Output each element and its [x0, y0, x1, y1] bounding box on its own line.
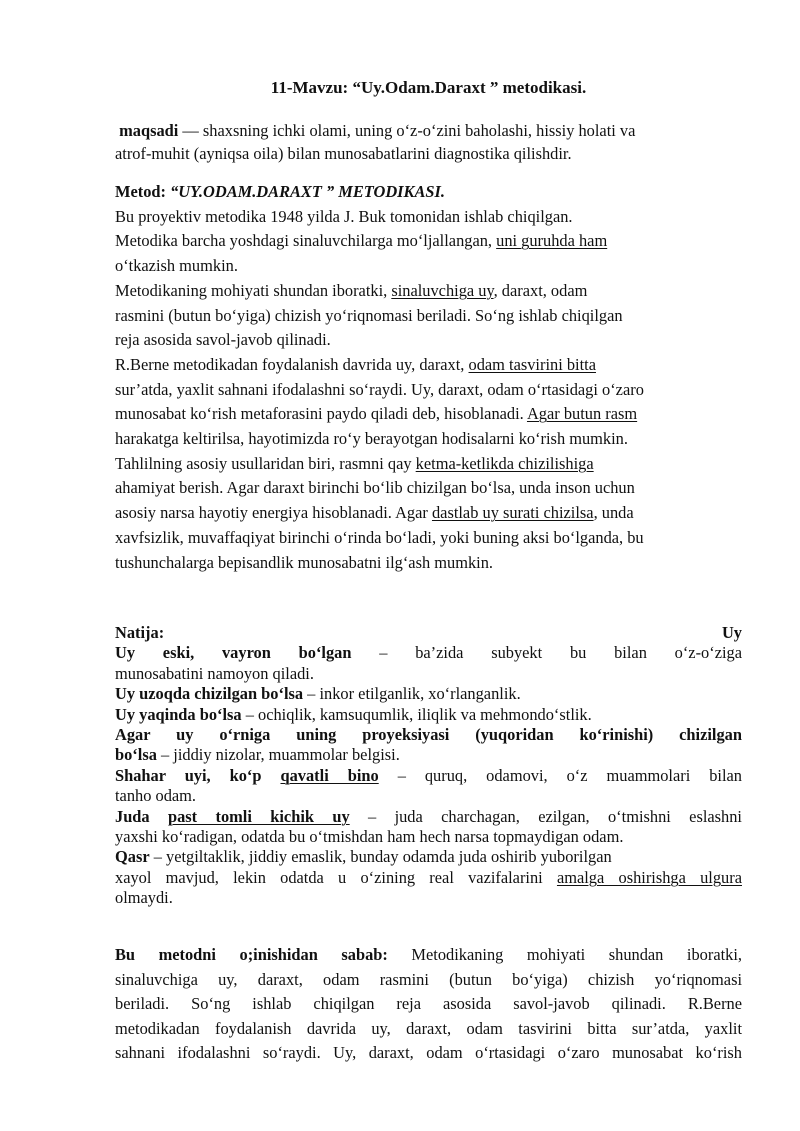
reason-line: [115, 943, 742, 968]
underlined-text: Agar butun rasm: [526, 404, 638, 424]
method-line: [115, 279, 742, 304]
method-name: “UY.ODAM.DARAXT ” METODIKASI.: [170, 182, 445, 201]
result-item-text: – quruq, odamovi, o‘z muammolari bilan: [378, 765, 742, 785]
underlined-text: ketma-ketlikda chizilishiga: [415, 453, 594, 473]
reason-line: beriladi. So‘ng ishlab chiqilgan reja asosida savol-javob qilinadi. R.Berne: [115, 994, 742, 1013]
method-text: Tahlilning asosiy usullaridan biri, rasmni qay: [115, 453, 416, 473]
method-line: xavfsizlik, muvaffaqiyat birinchi o‘rinda bo‘ladi, yoki buning aksi bo‘lganda, bu: [115, 527, 644, 547]
method-text: Metodikaning mohiyati shundan iboratki,: [115, 280, 392, 300]
result-item-text: – yetgiltaklik, jiddiy emaslik, bunday odamda juda oshirib yuborilgan: [149, 847, 612, 867]
reason-text: Metodikaning mohiyati shundan iboratki,: [387, 945, 742, 964]
method-line: [115, 402, 742, 427]
result-item-term: bo‘lsa: [115, 745, 157, 765]
result-label: Natija:: [115, 623, 165, 642]
result-label-right: Uy: [721, 623, 742, 642]
result-section: [115, 623, 742, 909]
result-item-term: Shahar uyi, ko‘p: [115, 765, 281, 785]
method-line: ahamiyat berish. Agar daraxt birinchi bo‘lib chizilgan bo‘lsa, unda inson uchun: [115, 478, 635, 498]
result-item-term: Qasr: [115, 847, 150, 867]
method-section: [115, 180, 742, 575]
method-line: [115, 501, 742, 526]
result-item: [115, 643, 742, 663]
result-item-text: – juda charchagan, ezilgan, o‘tmishni eslashni: [349, 806, 742, 826]
result-item-text: – jiddiy nizolar, muammolar belgisi.: [156, 745, 400, 765]
method-line: rasmini (butun bo‘yiga) chizish yo‘riqnomasi beriladi. So‘ng ishlab chiqilgan: [115, 305, 623, 325]
method-line: Bu proyektiv metodika 1948 yilda J. Buk tomonidan ishlab chiqilgan.: [115, 206, 573, 226]
method-text: Metodika barcha yoshdagi sinaluvchilarga mo‘ljallangan,: [115, 231, 497, 251]
goal-line: atrof-muhit (ayniqsa oila) bilan munosabatlarini diagnostika qilishdir.: [115, 144, 572, 163]
result-item-term: Uy uzoqda chizilgan bo‘lsa: [115, 684, 304, 704]
goal-paragraph: [115, 119, 742, 165]
result-item-term: Uy eski, vayron bo‘lgan: [115, 643, 352, 663]
underlined-text: sinaluvchiga uy: [391, 280, 494, 300]
method-heading: [115, 180, 742, 205]
method-text: munosabat ko‘rish metaforasini paydo qiladi deb, hisoblanadi.: [115, 404, 527, 424]
method-line: [115, 452, 742, 477]
method-line: harakatga keltirilsa, hayotimizda ro‘y berayotgan hodisalarni ko‘rish mumkin.: [115, 429, 628, 449]
reason-line: sinaluvchiga uy, daraxt, odam rasmini (butun bo‘yiga) chizish yo‘riqnomasi: [115, 969, 742, 989]
result-item-text: – ochiqlik, kamsuqumlik, iliqlik va mehmondo‘stlik.: [241, 704, 592, 724]
method-line: o‘tkazish mumkin.: [115, 256, 238, 276]
result-item-term-underlined: qavatli bino: [280, 765, 379, 785]
result-item-cont: tanho odam.: [115, 786, 197, 806]
goal-label: maqsadi: [119, 121, 179, 140]
result-item-term-underlined: past tomli kichik uy: [167, 806, 350, 826]
goal-line: [115, 119, 742, 142]
method-line: [115, 353, 742, 378]
result-item: [115, 807, 742, 827]
method-line: reja asosida savol-javob qilinadi.: [115, 330, 331, 350]
result-item-cont: yaxshi ko‘radigan, odatda bu o‘tmishdan ham hech narsa topmaydigan odam.: [115, 827, 624, 847]
result-item: [115, 745, 742, 765]
underlined-text: amalga oshirishga ulgura: [556, 867, 742, 887]
method-line: tushunchalarga bepisandlik munosabatni ilg‘ash mumkin.: [115, 552, 493, 572]
reason-line: metodikadan foydalanish davrida uy, daraxt, odam tasvirini bitta sur’atda, yaxlit: [115, 1018, 742, 1038]
reason-line: sahnani ifodalashni so‘raydi. Uy, daraxt, odam o‘rtasidagi o‘zaro munosabat ko‘rish: [115, 1043, 742, 1062]
result-item-text: – ba’zida subyekt bu bilan o‘z-o‘ziga: [351, 643, 742, 663]
method-text: , daraxt, odam: [493, 280, 588, 300]
result-item-text: xayol mavjud, lekin odatda u o‘zining real vazifalarini: [115, 867, 557, 887]
reason-section: [115, 943, 742, 1066]
result-item-term: Juda: [115, 806, 168, 826]
result-item: [115, 705, 742, 725]
result-heading: [115, 623, 742, 643]
method-line: [115, 229, 742, 254]
result-item: [115, 684, 742, 704]
result-item: [115, 847, 742, 867]
goal-text: — shaxsning ichki olami, uning o‘z-o‘zini baholashi, hissiy holati va: [178, 121, 636, 140]
result-item-text: – inkor etilganlik, xo‘rlanganlik.: [303, 684, 521, 704]
result-item-cont: munosabatini namoyon qiladi.: [115, 663, 314, 683]
result-item-term: Agar uy o‘rniga uning proyeksiyasi (yuqoridan ko‘rinishi) chizilgan: [115, 725, 742, 745]
reason-label: Bu metodni o;inishidan sabab:: [115, 945, 388, 964]
method-line: sur’atda, yaxlit sahnani ifodalashni so‘raydi. Uy, daraxt, odam o‘rtasidagi o‘zaro: [115, 379, 644, 399]
method-text: R.Berne metodikadan foydalanish davrida uy, daraxt,: [115, 354, 469, 374]
result-item-cont: olmaydi.: [115, 888, 173, 908]
method-text: asosiy narsa hayotiy energiya hisoblanadi. Agar: [115, 503, 432, 523]
document-title: 11-Mavzu: “Uy.Odam.Daraxt ” metodikasi.: [270, 78, 587, 97]
result-item-term: Uy yaqinda bo‘lsa: [115, 704, 242, 724]
underlined-text: uni guruhda ham: [496, 231, 608, 251]
method-text: , unda: [593, 503, 634, 523]
result-item: [115, 766, 742, 786]
underlined-text: dastlab uy surati chizilsa: [431, 503, 594, 523]
underlined-text: odam tasvirini bitta: [468, 354, 596, 374]
method-label: Metod:: [115, 182, 166, 201]
result-item-cont: [115, 868, 742, 888]
